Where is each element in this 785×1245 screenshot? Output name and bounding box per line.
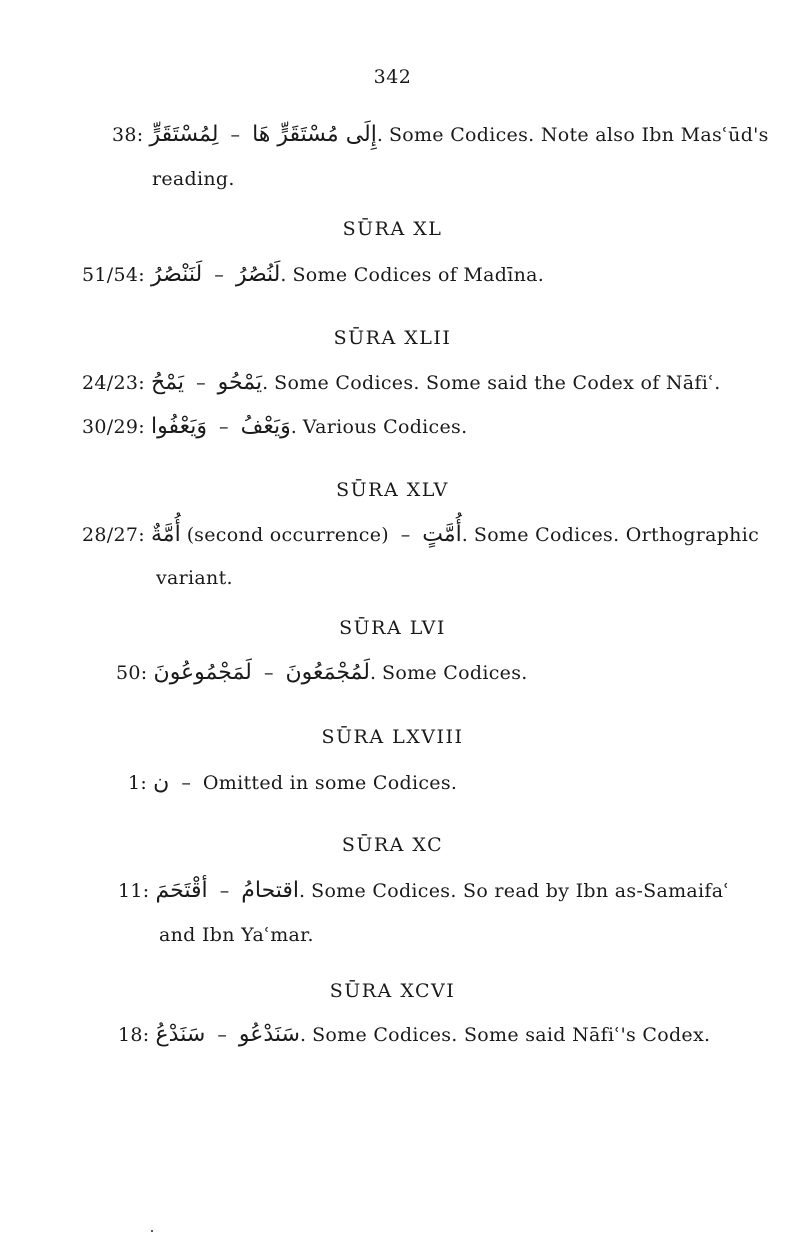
print-speck: [151, 1230, 153, 1232]
arabic-reading-b: لَمُجْمَعُونَ: [285, 660, 370, 685]
page-number: 342: [373, 66, 412, 88]
entry-continuation: reading.: [152, 168, 235, 190]
entry-note: . Some Codices.: [369, 662, 528, 684]
verse-number: 38:: [112, 124, 144, 146]
verse-number: 28/27:: [82, 524, 145, 546]
dash: –: [214, 264, 224, 286]
sura-heading-xl: SŪRA XL: [342, 218, 443, 240]
arabic-reading-b: سَنَدْعُو: [238, 1022, 300, 1047]
arabic-reading-b: يَمْحُو: [217, 370, 263, 395]
entry-note: . Various Codices.: [290, 416, 468, 438]
parenthetical-note: (second occurrence): [186, 524, 389, 546]
entry-18: [118, 1022, 710, 1047]
arabic-reading-a: يَمْحُ: [151, 370, 185, 395]
arabic-reading-b: إِلَى مُسْتَقَرٍّ هَا: [252, 122, 377, 147]
entry-note: . Some Codices. Some said Nāfiʿ's Codex.: [300, 1024, 711, 1046]
sura-heading-xlii: SŪRA XLII: [333, 327, 452, 349]
sura-heading-lxviii: SŪRA LXVIII: [321, 726, 464, 748]
arabic-reading-a: سَنَدْعُ: [155, 1022, 206, 1047]
entry-28-27: [82, 522, 759, 547]
entry-51-54: [82, 262, 544, 287]
arabic-reading-a: أقْتَحَمَ: [155, 878, 208, 903]
dash: –: [196, 372, 206, 394]
verse-number: 11:: [118, 880, 150, 902]
arabic-reading-b: أُمَّتٍ: [422, 522, 462, 547]
arabic-reading-b: اقتحامُ: [241, 878, 300, 903]
arabic-reading-b: وَيَعْفُ: [240, 414, 291, 439]
entry-note: . Some Codices. Some said the Codex of Nāfiʿ.: [262, 372, 721, 394]
entry-note: Omitted in some Codices.: [202, 772, 458, 794]
entry-continuation: and Ibn Yaʿmar.: [159, 924, 314, 946]
entry-note: . Some Codices. So read by Ibn as-Samaifaʿ: [299, 880, 730, 902]
arabic-reading-a: لَنَنْصُرُ: [151, 262, 203, 287]
arabic-reading-a: ن: [153, 770, 170, 795]
dash: –: [217, 1024, 227, 1046]
dash: –: [400, 524, 411, 546]
arabic-reading-a: أُمَّةٌ: [151, 522, 181, 547]
verse-number: 24/23:: [82, 372, 145, 394]
dash: –: [219, 416, 229, 438]
verse-number: 51/54:: [82, 264, 145, 286]
entry-1: [128, 770, 457, 795]
arabic-reading-a: لِمُسْتَقَرٍّ: [149, 122, 219, 147]
entry-continuation: variant.: [156, 567, 233, 589]
arabic-reading-b: لَنُصُرُ: [235, 262, 281, 287]
entry-note: . Some Codices of Madīna.: [280, 264, 545, 286]
sura-heading-xlv: SŪRA XLV: [336, 479, 449, 501]
verse-number: 18:: [118, 1024, 150, 1046]
entry-50: [116, 660, 528, 685]
arabic-reading-a: وَيَعْفُوا: [151, 414, 207, 439]
arabic-reading-a: لَمَجْمُوعُونَ: [153, 660, 252, 685]
entry-note: . Some Codices. Note also Ibn Masʿūd's: [376, 124, 769, 146]
sura-heading-xcvi: SŪRA XCVI: [329, 980, 456, 1002]
entry-30-29: [82, 414, 467, 439]
entry-38: [112, 122, 769, 147]
entry-24-23: [82, 370, 721, 395]
dash: –: [181, 772, 191, 794]
entry-11: [118, 878, 730, 903]
dash: –: [230, 124, 241, 146]
dash: –: [263, 662, 274, 684]
verse-number: 1:: [128, 772, 148, 794]
verse-number: 30/29:: [82, 416, 145, 438]
verse-number: 50:: [116, 662, 148, 684]
entry-note: . Some Codices. Orthographic: [461, 524, 760, 546]
dash: –: [219, 880, 230, 902]
sura-heading-lvi: SŪRA LVI: [339, 617, 446, 639]
sura-heading-xc: SŪRA XC: [341, 834, 444, 856]
